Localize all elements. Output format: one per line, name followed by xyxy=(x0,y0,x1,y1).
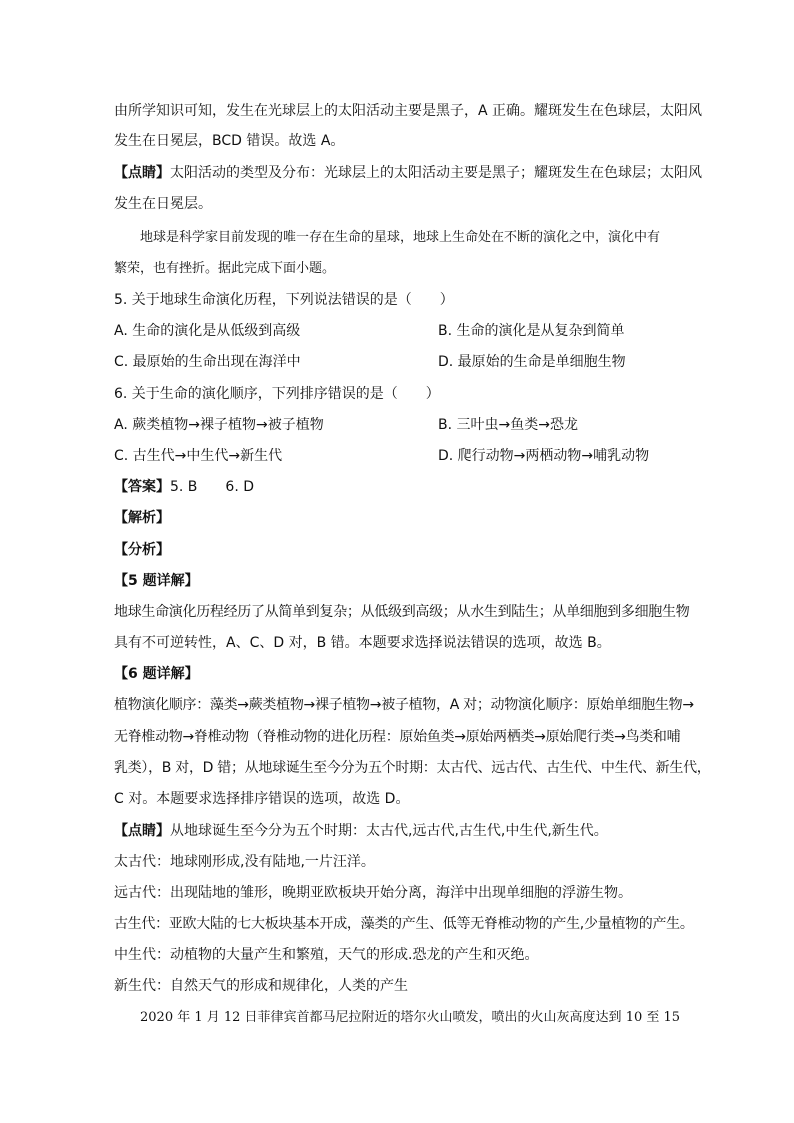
answer-line xyxy=(114,477,254,497)
era-line: 太古代：地球刚形成,没有陆地,一片汪洋。 xyxy=(114,854,375,870)
intro-line: 繁荣，也有挫折。据此完成下面小题。 xyxy=(114,261,336,276)
q6-option-c: C. 古生代→中生代→新生代 xyxy=(114,448,283,464)
fenxi-label: 【分析】 xyxy=(114,542,170,558)
q6-detail-label: 【6 题详解】 xyxy=(114,666,199,682)
intro-line: 地球是科学家目前发现的唯一存在生命的星球，地球上生命处在不断的演化之中，演化中有 xyxy=(140,230,661,245)
paragraph-line: 乳类），B 对，D 错；从地球诞生至今分为五个时期：太古代、远古代、古生代、中生代、新生代， xyxy=(114,760,711,776)
dianjing-text: 太阳活动的类型及分布：光球层上的太阳活动主要是黑子；耀斑发生在色球层；太阳风 xyxy=(170,165,702,181)
era-line: 中生代：动植物的大量产生和繁殖，天气的形成.恐龙的产生和灭绝。 xyxy=(114,947,539,963)
paragraph-line: 发生在日冕层。 xyxy=(114,196,212,212)
era-line: 新生代：自然天气的形成和规律化，人类的产生 xyxy=(114,978,408,994)
q6-option-d: D. 爬行动物→两栖动物→哺乳动物 xyxy=(438,448,650,464)
era-line: 古生代：亚欧大陆的七大板块基本开成，藻类的产生、低等无脊椎动物的产生,少量植物的产生。 xyxy=(114,916,694,932)
question-6: 6. 关于生命的演化顺序，下列排序错误的是（ ） xyxy=(114,386,440,402)
q6-option-a: A. 蕨类植物→裸子植物→被子植物 xyxy=(114,417,324,433)
q6-option-b: B. 三叶虫→鱼类→恐龙 xyxy=(438,417,578,433)
q5-option-d: D. 最原始的生命是单细胞生物 xyxy=(438,354,626,370)
paragraph-line: C 对。本题要求选择排序错误的选项，故选 D。 xyxy=(114,791,410,807)
paragraph-line: 由所学知识可知，发生在光球层上的太阳活动主要是黑子，A 正确。耀斑发生在色球层，太阳风 xyxy=(114,103,703,119)
question-5: 5. 关于地球生命演化历程，下列说法错误的是（ ） xyxy=(114,292,454,308)
paragraph-line: 发生在日冕层，BCD 错误。故选 A。 xyxy=(114,133,345,149)
dianjing-text: 从地球诞生至今分为五个时期：太古代,远古代,古生代,中生代,新生代。 xyxy=(170,823,608,839)
next-passage-line: 2020 年 1 月 12 日菲律宾首都马尼拉附近的塔尔火山喷发，喷出的火山灰高度达到 10 至 15 xyxy=(140,1010,681,1025)
paragraph-line: 具有不可逆转性，A、C、D 对，B 错。本题要求选择说法错误的选项，故选 B。 xyxy=(114,635,611,651)
q5-option-a: A. 生命的演化是从低级到高级 xyxy=(114,323,301,339)
section-label: 【点睛】 xyxy=(114,165,170,181)
dianjing-line xyxy=(114,163,702,183)
q5-option-c: C. 最原始的生命出现在海洋中 xyxy=(114,354,301,370)
section-label: 【答案】 xyxy=(114,479,170,495)
paragraph-line: 地球生命演化历程经历了从简单到复杂；从低级到高级；从水生到陆生；从单细胞到多细胞生物 xyxy=(114,604,690,620)
section-label: 【点睛】 xyxy=(114,823,170,839)
q5-detail-label: 【5 题详解】 xyxy=(114,573,199,589)
q5-option-b: B. 生命的演化是从复杂到简单 xyxy=(438,323,625,339)
dianjing-line xyxy=(114,821,608,841)
paragraph-line: 无脊椎动物→脊椎动物（脊椎动物的进化历程：原始鱼类→原始两栖类→原始爬行类→鸟类和哺 xyxy=(114,729,681,745)
era-line: 远古代：出现陆地的雏形，晚期亚欧板块开始分离，海洋中出现单细胞的浮游生物。 xyxy=(114,885,632,901)
paragraph-line: 植物演化顺序：藻类→蕨类植物→裸子植物→被子植物，A 对；动物演化顺序：原始单细胞生物→ xyxy=(114,697,694,713)
answer-text: 5. B 6. D xyxy=(170,479,254,495)
jiexi-label: 【解析】 xyxy=(114,510,170,526)
